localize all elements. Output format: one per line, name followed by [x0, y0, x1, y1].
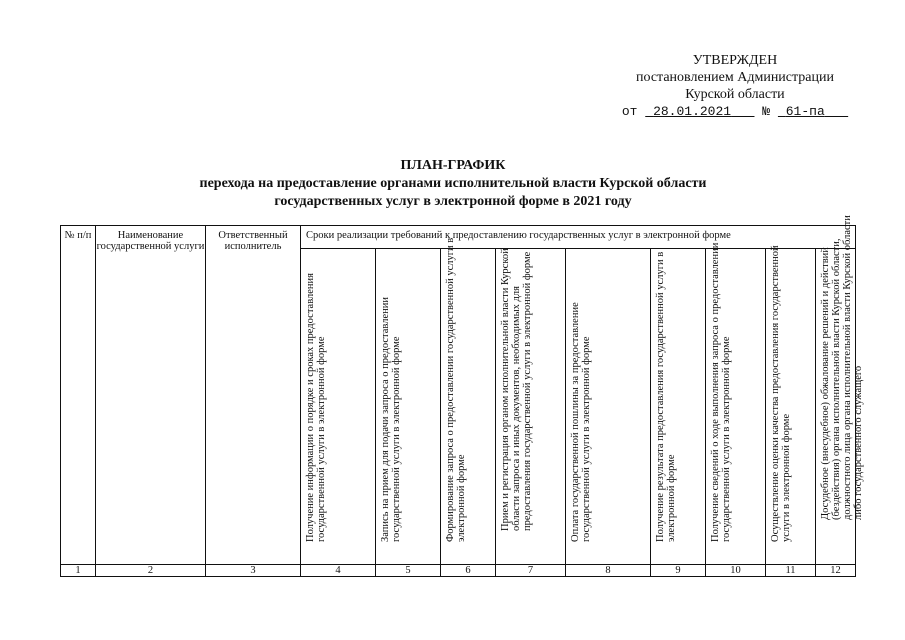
title-line3: государственных услуг в электронной форме в 2021 году — [274, 194, 632, 209]
title-line1: ПЛАН-ГРАФИК — [400, 158, 506, 173]
col-number: 1 — [61, 565, 96, 577]
col-number: 12 — [816, 565, 856, 577]
col-number: 10 — [706, 565, 766, 577]
document-title — [100, 157, 806, 211]
header-stage-3: Формирование запроса о предоставлении государственной услуги в электронной форме — [441, 249, 496, 565]
column-number-row — [61, 565, 856, 577]
col-number: 4 — [301, 565, 376, 577]
approval-line3: Курской области — [685, 87, 785, 102]
title-line2: перехода на предоставление органами исполнительной власти Курской области — [199, 176, 707, 191]
header-stage-6: Получение результата предоставления государственной услуги в электронной форме — [651, 249, 706, 565]
header-stage-2: Запись на прием для подачи запроса о предоставлении государственной услуги в электронной форме — [376, 249, 441, 565]
approval-line1: УТВЕРЖДЕН — [692, 53, 778, 68]
plan-table — [60, 215, 864, 577]
col-number: 9 — [651, 565, 706, 577]
header-stage-8: Осуществление оценки качества предоставления государственной услуги в электронной форме — [766, 249, 816, 565]
col-number: 8 — [566, 565, 651, 577]
col-number: 7 — [496, 565, 566, 577]
number-prefix: № — [762, 104, 771, 119]
col-number: 6 — [441, 565, 496, 577]
approval-line2: постановлением Администрации — [636, 70, 834, 85]
date-prefix: от — [621, 104, 638, 119]
header-stage-4: Прием и регистрация органом исполнительной власти Курской области запроса и иных документов, необходимых для предоставления государственной услуги в электронной форме — [496, 249, 566, 565]
col-number: 3 — [206, 565, 301, 577]
approval-date-line — [600, 103, 870, 120]
header-stage-7: Получение сведений о ходе выполнения запроса о предоставлении государственной услуги в электронной форме — [706, 249, 766, 565]
header-service-name: Наименование государственной услуги — [96, 226, 206, 565]
header-stage-9: Досудебное (внесудебное) обжалование решений и действий (бездействия) органа исполнительной власти Курской области, должностного лица органа исполнительной власти Курской области либо государственного служащего — [816, 249, 856, 565]
col-number: 2 — [96, 565, 206, 577]
header-stage-5: Оплата государственной пошлины за предоставление государственной услуги в электронной форме — [566, 249, 651, 565]
header-deadlines: Сроки реализации требований к предоставлению государственных услуг в электронной форме — [301, 226, 856, 249]
approval-date: 28.01.2021 — [653, 104, 732, 119]
header-num: № п/п — [61, 226, 96, 565]
approval-number: 61-па — [785, 104, 825, 119]
col-number: 11 — [766, 565, 816, 577]
header-responsible: Ответственный исполнитель — [206, 226, 301, 565]
header-stage-1: Получение информации о порядке и сроках предоставления государственной услуги в электронной форме — [301, 249, 376, 565]
col-number: 5 — [376, 565, 441, 577]
approval-block — [600, 52, 870, 120]
